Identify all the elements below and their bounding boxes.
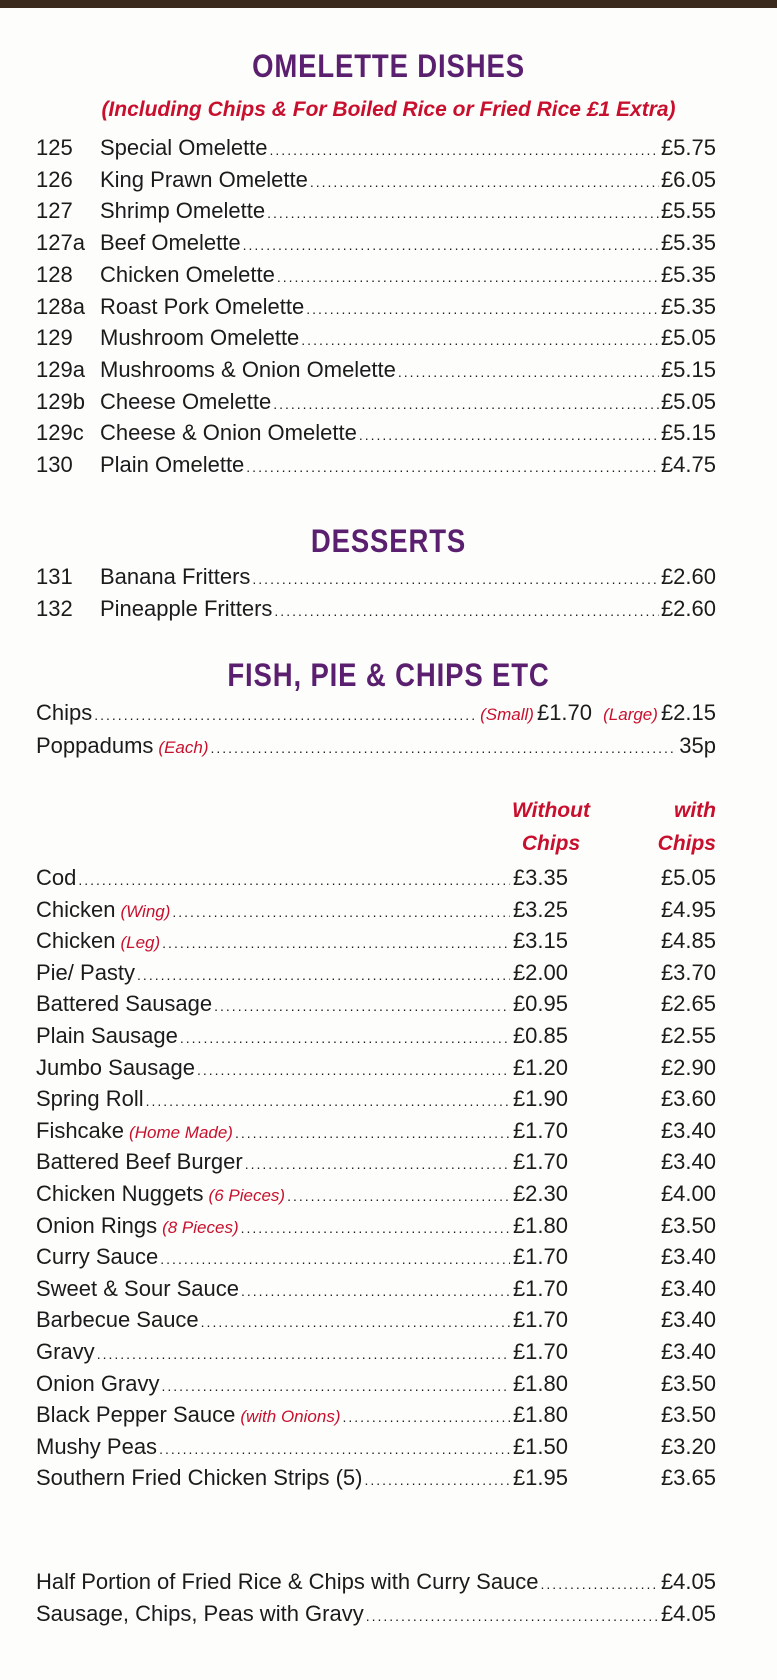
price-with-chips: £3.60: [660, 1086, 716, 1112]
fish-item-note: (with Onions): [240, 1407, 341, 1427]
menu-item-row: [36, 194, 716, 227]
price-with-chips: £3.40: [660, 1149, 716, 1175]
fish-item-row: [36, 1051, 568, 1084]
fish-item-note: (Home Made): [129, 1122, 233, 1142]
price-with-chips: £4.85: [660, 928, 716, 954]
item-price: £2.60: [660, 596, 716, 621]
item-name: Plain Omelette: [100, 452, 245, 477]
combo-item-price: £4.05: [660, 1569, 716, 1594]
fish-item-row: [36, 956, 568, 989]
item-name: King Prawn Omelette: [100, 166, 308, 192]
price-without-chips: £3.25: [512, 896, 568, 922]
price-with-chips: £4.95: [660, 896, 716, 922]
dot-leader: [364, 1464, 510, 1497]
fish-item-name: Curry Sauce: [36, 1244, 159, 1270]
chips-name: Chips: [36, 700, 93, 725]
item-name: Mushrooms & Onion Omelette: [100, 356, 396, 382]
fish-item-row: [36, 1209, 568, 1242]
fish-item-name: Battered Beef Burger: [36, 1149, 243, 1175]
fish-item-name: Chicken: [36, 928, 116, 954]
chips-row: [36, 696, 716, 729]
item-name: Shrimp Omelette: [100, 198, 266, 224]
top-edge: [0, 0, 777, 8]
dot-leader: [366, 1600, 659, 1633]
menu-item-row: [36, 353, 716, 386]
menu-item-row: [36, 448, 716, 481]
fish-item-name: Mushy Peas: [36, 1433, 158, 1459]
omelette-subtitle: (Including Chips & For Boiled Rice or Fried Rice £1 Extra): [101, 98, 676, 121]
fish-item-name: Southern Fried Chicken Strips (5): [36, 1465, 363, 1491]
price-without-chips: £1.90: [512, 1086, 568, 1112]
fish-item-row: [36, 987, 568, 1020]
menu-item-row: [36, 560, 716, 593]
price-with-chips: £3.50: [660, 1402, 716, 1428]
item-price: £4.75: [660, 452, 716, 477]
col-with-line2: Chips: [657, 832, 716, 855]
fish-item-name: Fishcake: [36, 1117, 125, 1143]
price-with-chips: £3.40: [660, 1275, 716, 1301]
item-name: Beef Omelette: [100, 230, 241, 256]
chips-large-price: £2.15: [660, 700, 716, 725]
price-without-chips: £1.70: [512, 1149, 568, 1175]
item-price: £2.60: [660, 564, 716, 589]
menu-item-row: [36, 416, 716, 449]
poppadums-row: [36, 729, 716, 762]
omelette-heading: OMELETTE DISHES: [252, 48, 525, 84]
fish-item-name: Onion Gravy: [36, 1370, 160, 1396]
menu-item-row: [36, 592, 716, 625]
fish-item-row: [36, 861, 568, 894]
price-without-chips: £3.15: [512, 928, 568, 954]
item-price: £5.55: [660, 198, 716, 224]
fish-item-name: Cod: [36, 865, 77, 890]
price-without-chips: £1.20: [512, 1054, 568, 1080]
fish-item-row: [36, 1398, 568, 1431]
price-with-chips: £3.40: [660, 1339, 716, 1364]
menu-item-row: [36, 321, 716, 354]
fish-item-name: Battered Sausage: [36, 991, 213, 1017]
fish-item-name: Jumbo Sausage: [36, 1054, 195, 1080]
fish-item-note: (Wing): [120, 901, 171, 921]
price-with-chips: £3.40: [660, 1117, 716, 1143]
item-name: Chicken Omelette: [100, 261, 275, 287]
chips-small-label: (Small): [480, 705, 534, 724]
item-number: 125: [36, 135, 73, 160]
item-number: 131: [36, 564, 73, 589]
fish-heading: FISH, PIE & CHIPS ETC: [227, 657, 550, 693]
price-without-chips: £1.95: [512, 1465, 568, 1491]
fish-item-row: [36, 1082, 568, 1115]
price-with-chips: £3.50: [660, 1370, 716, 1396]
item-name: Banana Fritters: [100, 564, 251, 589]
item-price: £5.35: [660, 261, 716, 287]
combo-item-price: £4.05: [660, 1601, 716, 1626]
fish-item-name: Sweet & Sour Sauce: [36, 1275, 240, 1301]
item-name: Special Omelette: [100, 135, 268, 160]
fish-item-name: Chicken: [36, 896, 116, 922]
poppadums-price: 35p: [679, 733, 716, 758]
item-price: £5.05: [660, 325, 716, 351]
fish-item-note: (Leg): [120, 933, 161, 953]
price-with-chips: £5.05: [660, 865, 716, 890]
fish-item-row: [36, 1145, 568, 1178]
item-number: 132: [36, 596, 73, 621]
chips-large-label: (Large): [603, 705, 658, 724]
price-without-chips: £0.95: [512, 991, 568, 1017]
menu-item-row: [36, 385, 716, 418]
item-price: £5.35: [660, 293, 716, 319]
price-without-chips: £1.80: [512, 1370, 568, 1396]
price-with-chips: £4.00: [660, 1181, 716, 1206]
price-without-chips: £0.85: [512, 1023, 568, 1048]
fish-item-row: [36, 1303, 568, 1336]
fish-item-name: Plain Sausage: [36, 1023, 178, 1048]
fish-item-row: [36, 1335, 568, 1368]
fish-item-row: [36, 1240, 568, 1273]
price-with-chips: £2.90: [660, 1054, 716, 1080]
item-number: 129b: [36, 388, 85, 414]
item-name: Mushroom Omelette: [100, 325, 300, 351]
price-without-chips: £1.70: [512, 1339, 568, 1364]
fish-item-row: [36, 1177, 568, 1210]
price-with-chips: £3.20: [660, 1433, 716, 1459]
menu-item-row: [36, 258, 716, 291]
fish-item-note: (8 Pieces): [162, 1217, 239, 1237]
menu-item-row: [36, 163, 716, 196]
item-price: £5.15: [660, 420, 716, 446]
fish-item-row: [36, 924, 568, 957]
item-number: 126: [36, 166, 73, 192]
item-number: 130: [36, 452, 73, 477]
item-number: 127: [36, 198, 73, 224]
combo-item-row: [36, 1597, 716, 1630]
fish-item-name: Barbecue Sauce: [36, 1307, 199, 1333]
fish-item-name: Pie/ Pasty: [36, 959, 136, 985]
fish-item-row: [36, 893, 568, 926]
price-with-chips: £3.65: [660, 1465, 716, 1491]
item-price: £5.75: [660, 135, 716, 160]
price-without-chips: £3.35: [512, 865, 568, 890]
fish-item-row: [36, 1461, 568, 1494]
item-price: £5.05: [660, 388, 716, 414]
menu-item-row: [36, 290, 716, 323]
item-name: Roast Pork Omelette: [100, 293, 305, 319]
combo-item-row: [36, 1565, 716, 1598]
price-with-chips: £3.70: [660, 959, 716, 985]
price-without-chips: £1.50: [512, 1433, 568, 1459]
col-without-line2: Chips: [521, 832, 581, 855]
desserts-heading: DESSERTS: [310, 523, 467, 559]
fish-item-row: [36, 1272, 568, 1305]
poppadums-name: Poppadums: [36, 733, 154, 758]
menu-item-row: [36, 226, 716, 259]
poppadums-leader: [211, 732, 678, 765]
item-price: £6.05: [660, 166, 716, 192]
fish-item-row: [36, 1019, 568, 1052]
chips-small-price: £1.70: [536, 700, 593, 725]
col-with-line1: with: [674, 799, 716, 822]
menu-item-row: [36, 131, 716, 164]
item-name: Cheese & Onion Omelette: [100, 420, 357, 446]
price-with-chips: £2.65: [660, 991, 716, 1017]
chips-leader: [94, 699, 478, 732]
price-without-chips: £2.00: [512, 959, 568, 985]
dot-leader: [274, 595, 659, 628]
fish-item-name: Onion Rings: [36, 1212, 158, 1238]
fish-item-row: [36, 1114, 568, 1147]
item-number: 128a: [36, 293, 85, 319]
price-without-chips: £1.70: [512, 1117, 568, 1143]
item-price: £5.15: [660, 356, 716, 382]
fish-item-name: Gravy: [36, 1339, 95, 1364]
price-without-chips: £2.30: [512, 1181, 568, 1206]
item-name: Pineapple Fritters: [100, 596, 273, 621]
price-without-chips: £1.70: [512, 1244, 568, 1270]
fish-item-name: Black Pepper Sauce: [36, 1402, 236, 1428]
fish-item-name: Chicken Nuggets: [36, 1181, 204, 1206]
item-price: £5.35: [660, 230, 716, 256]
fish-item-name: Spring Roll: [36, 1086, 144, 1112]
combo-item-name: Sausage, Chips, Peas with Gravy: [36, 1601, 364, 1626]
item-number: 129a: [36, 356, 85, 382]
col-without-line1: Without: [512, 799, 590, 822]
item-number: 128: [36, 261, 73, 287]
dot-leader: [246, 451, 659, 484]
item-number: 129c: [36, 420, 84, 446]
item-name: Cheese Omelette: [100, 388, 272, 414]
price-without-chips: £1.80: [512, 1212, 568, 1238]
price-with-chips: £3.50: [660, 1212, 716, 1238]
fish-item-row: [36, 1367, 568, 1400]
combo-item-name: Half Portion of Fried Rice & Chips with Curry Sauce: [36, 1569, 539, 1594]
item-number: 129: [36, 325, 73, 351]
fish-item-note: (6 Pieces): [208, 1186, 286, 1205]
item-number: 127a: [36, 230, 85, 256]
poppadums-note: (Each): [158, 738, 209, 757]
price-without-chips: £1.70: [512, 1307, 568, 1333]
price-without-chips: £1.70: [512, 1275, 568, 1301]
price-with-chips: £2.55: [660, 1023, 716, 1048]
price-with-chips: £3.40: [660, 1307, 716, 1333]
fish-item-row: [36, 1430, 568, 1463]
price-with-chips: £3.40: [660, 1244, 716, 1270]
price-without-chips: £1.80: [512, 1402, 568, 1428]
